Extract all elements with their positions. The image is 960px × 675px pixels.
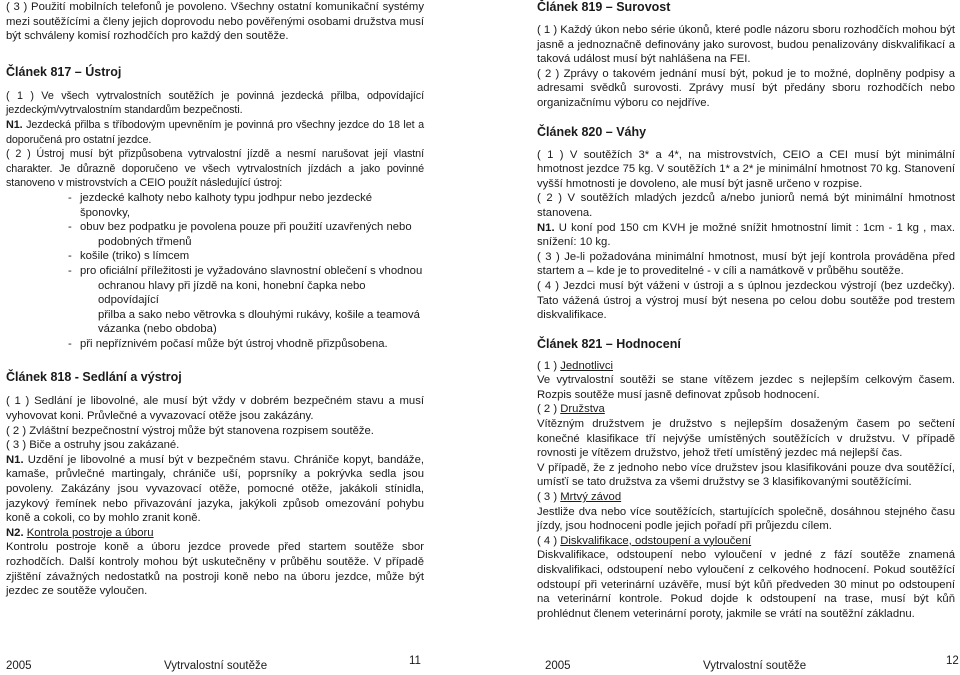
section-heading: Mrtvý závod	[560, 491, 622, 504]
article-821-section-2-heading	[537, 402, 955, 417]
para-2-text: ( 2 ) Ústroj musí být přizpůsobena vytrvalostní jízdě a nesmí narušovat její vlastní charakter.	[6, 148, 424, 175]
note-label: N1.	[6, 118, 23, 131]
list-item: - pro oficiální příležitosti je vyžadováno slavnostní oblečení s vhodnou	[68, 264, 424, 279]
article-817-para-2	[6, 147, 424, 191]
article-818-note-1	[6, 453, 424, 526]
note-heading: Kontrola postroje a úboru	[26, 526, 154, 539]
article-818-para-3: ( 3 ) Biče a ostruhy jsou zakázané.	[6, 439, 180, 452]
section-heading: Družstva	[560, 403, 605, 416]
article-818-note-2-heading	[6, 526, 424, 541]
article-820-para-4: ( 4 ) Jezdci musí být váženi v ústroji a s úplnou jezdeckou výstrojí (bez uzdečky). Tato vážená ústroj a výstroj musí být nesena po celou dobu soutěže pod trestem diskvalifikace.	[537, 279, 955, 322]
attire-list	[68, 191, 424, 352]
section-heading: Jednotlivci	[560, 359, 613, 372]
list-item-continuation: podobných třmenů	[98, 235, 192, 248]
right-page-number: 12	[946, 655, 959, 667]
left-footer-title: Vytrvalostní soutěže	[164, 660, 268, 672]
section-number: ( 1 )	[537, 359, 561, 372]
article-821-section-2a: Vítězným družstvem je družstvo s nejlepším dosaženým časem po sečtení konečné klasifikace tří nejvýše umístěných soutěžících v družstvu. V případě rovnosti je vítězem družstvo, jehož třetí umístěný jezdec má nejlepší čas.	[537, 418, 955, 460]
article-819-title: Článek 819 – Surovost	[537, 0, 671, 14]
article-818-title: Článek 818 - Sedlání a výstroj	[6, 370, 182, 385]
article-817-title: Článek 817 – Ústroj	[6, 64, 122, 79]
note-label: N2.	[6, 526, 24, 539]
list-item: - obuv bez podpatku je povolena pouze při použití uzavřených nebo	[68, 220, 424, 235]
note-text: Jezdecká přilba s tříbodovým upevněním je povinná pro všechny jezdce do 18 let a doporučená pro ostatní jezdce.	[6, 118, 424, 146]
article-821-section-3: Jestliže dva nebo více soutěžících, startujících společně, dosáhnou stejného času jízdy, jsou hodnoceni podle jejich pořadí při průjezdu cílem.	[537, 505, 955, 533]
article-821-section-2b: V případě, že z jednoho nebo více družstev jsou klasifikováni pouze dva soutěžící, umísťí se tato družstva za všemi družstvy se 3 klasifikovanými soutěžícími.	[537, 461, 955, 489]
article-820-para-3: ( 3 ) Je-li požadována minimální hmotnost, musí být její kontrola prováděna před startem a – kde je to proveditelné - v cíli a namátkově v průběhu soutěže.	[537, 250, 955, 278]
list-item: - jezdecké kalhoty nebo kalhoty typu jodhpur nebo jezdecké šponovky,	[68, 191, 424, 220]
section-number: ( 3 )	[537, 491, 561, 504]
article-821-section-4: Diskvalifikace, odstoupení nebo vyloučení v jedné z fází soutěže znamená diskvalifikaci, odstoupení nebo vyloučení z celkového hodnocení. Pokud soutěžící odstoupí při veterinární uzávěře, musí být kůň předveden 30 minut po odstoupení na veterinární kontrole. Pokud dojde k odstoupení na trase, musí být kůň prohlédnut členem veterinární poroty, jakmile se vrátí na soutěžní základnu.	[537, 549, 955, 620]
article-819-para-1: ( 1 ) Každý úkon nebo série úkonů, které podle názoru sboru rozhodčích mohou být jasně a jednoznačně definovány jako surovost, budou penalizovány diskvalifikací a taková událost musí být nahlášena na FEI.	[537, 24, 955, 66]
article-817-note-1	[6, 118, 424, 147]
article-821-section-4-heading	[537, 534, 955, 549]
article-821-section-1: Ve vytrvalostní soutěži se stane vítězem jezdec s nejlepším celkovým časem. Rozpis soutěže musí jasně definovat způsob hodnocení.	[537, 374, 955, 401]
left-page-column	[6, 0, 424, 599]
right-page-column	[537, 0, 955, 621]
list-item: - při nepříznivém počasí může být ústroj vhodně přizpůsobena.	[68, 337, 424, 352]
article-818-para-2: ( 2 ) Zvláštní bezpečnostní výstroj může být stanovena rozpisem soutěže.	[6, 424, 374, 437]
article-820-title: Článek 820 – Váhy	[537, 124, 647, 139]
article-820-para-2: ( 2 ) V soutěžích mladých jezdců a/nebo juniorů nemá být minimální hmotnost stanovena.	[537, 192, 955, 219]
article-821-section-3-heading	[537, 490, 955, 505]
intro-paragraph: ( 3 ) Použití mobilních telefonů je povoleno. Všechny ostatní komunikační systémy mezi soutěžícími a členy jejich doprovodu nebo pověřenými osobami družstva musí být schváleny komisí rozhodčích pro každý den soutěže.	[6, 1, 424, 43]
section-number: ( 2 )	[537, 403, 561, 416]
left-page-number: 11	[409, 655, 421, 667]
note-text: Uzdění je libovolné a musí být v bezpečném stavu. Chrániče kopyt, bandáže, kamaše, průvlečné martingaly, chrániče uší, poprsníky a pokrývka sedla jsou povoleny. Zakázány jsou vyvazovací otěže, pomocné otěže, jakákoli stínidla, jazykový řemínek nebo přivazování jazyka, jakýkoli způsob omezování pohybu koně a cokoli, co by mohlo zranit koně.	[6, 453, 424, 525]
article-820-note-1	[537, 221, 955, 250]
article-821-section-1-heading	[537, 359, 955, 374]
article-819-para-2: ( 2 ) Zprávy o takovém jednání musí být, pokud je to možné, doplněny podpisy a adresami svědků surovosti. Zprávy musí být předány sboru rozhodčích nebo organizačnímu výboru co nejdříve.	[537, 67, 955, 109]
article-818-para-1: ( 1 ) Sedlání je libovolné, ale musí být vždy v dobrém bezpečném stavu a musí vyhovovat koni. Průvlečné a vyvazovací otěže jsou zakázány.	[6, 395, 424, 423]
article-817-para-1: ( 1 ) Ve všech vytrvalostních soutěžích je povinná jezdecká přilba, odpovídající jezdeckým/vytrvalostním standardům bezpečnosti.	[6, 89, 424, 117]
list-item-continuation: ochranou hlavy při jízdě na koni, honební čapka nebo odpovídající	[98, 279, 366, 307]
note-label: N1.	[6, 453, 24, 466]
article-818-note-2: Kontrolu postroje koně a úboru jezdce provede před startem soutěže sbor rozhodčích. Další kontroly mohou být uskutečněny v průběhu soutěže. V případě zjištění závažných nedostatků na postroji koně nebo na úboru jezdce, může být jezdec ze soutěže vyloučen.	[6, 541, 424, 598]
right-footer-title: Vytrvalostní soutěže	[703, 660, 807, 672]
para-2-continuation: Je důrazně doporučeno ve všech vytrvalostních jízdách a jako povinné stanoveno v mistrovstvích a CEIO použít následující ústroj:	[6, 162, 424, 190]
list-item: - košile (triko) s límcem	[68, 249, 424, 264]
note-label: N1.	[537, 221, 555, 234]
left-footer-year: 2005	[6, 660, 32, 672]
right-footer-year: 2005	[545, 660, 571, 672]
section-number: ( 4 )	[537, 534, 561, 547]
list-item-continuation: přilba a sako nebo větrovka s dlouhými rukávy, košile a teamová	[98, 308, 420, 321]
section-heading: Diskvalifikace, odstoupení a vyloučení	[560, 534, 752, 547]
note-text: U koní pod 150 cm KVH je možné snížit hmotnostní limit : 1cm - 1 kg , max. snížení: 10 kg.	[537, 221, 955, 249]
article-821-title: Článek 821 – Hodnocení	[537, 336, 681, 351]
article-820-para-1: ( 1 ) V soutěžích 3* a 4*, na mistrovstvích, CEIO a CEI musí být minimální hmotnost jezdce 75 kg. V soutěžích 1* a 2* je minimální hmotnost 70 kg. Stanovení vyšší hmotnosti je dovoleno, ale musí být jasně určeno v rozpise.	[537, 148, 955, 190]
list-item-continuation: vázanka (nebo obdoba)	[98, 323, 217, 336]
